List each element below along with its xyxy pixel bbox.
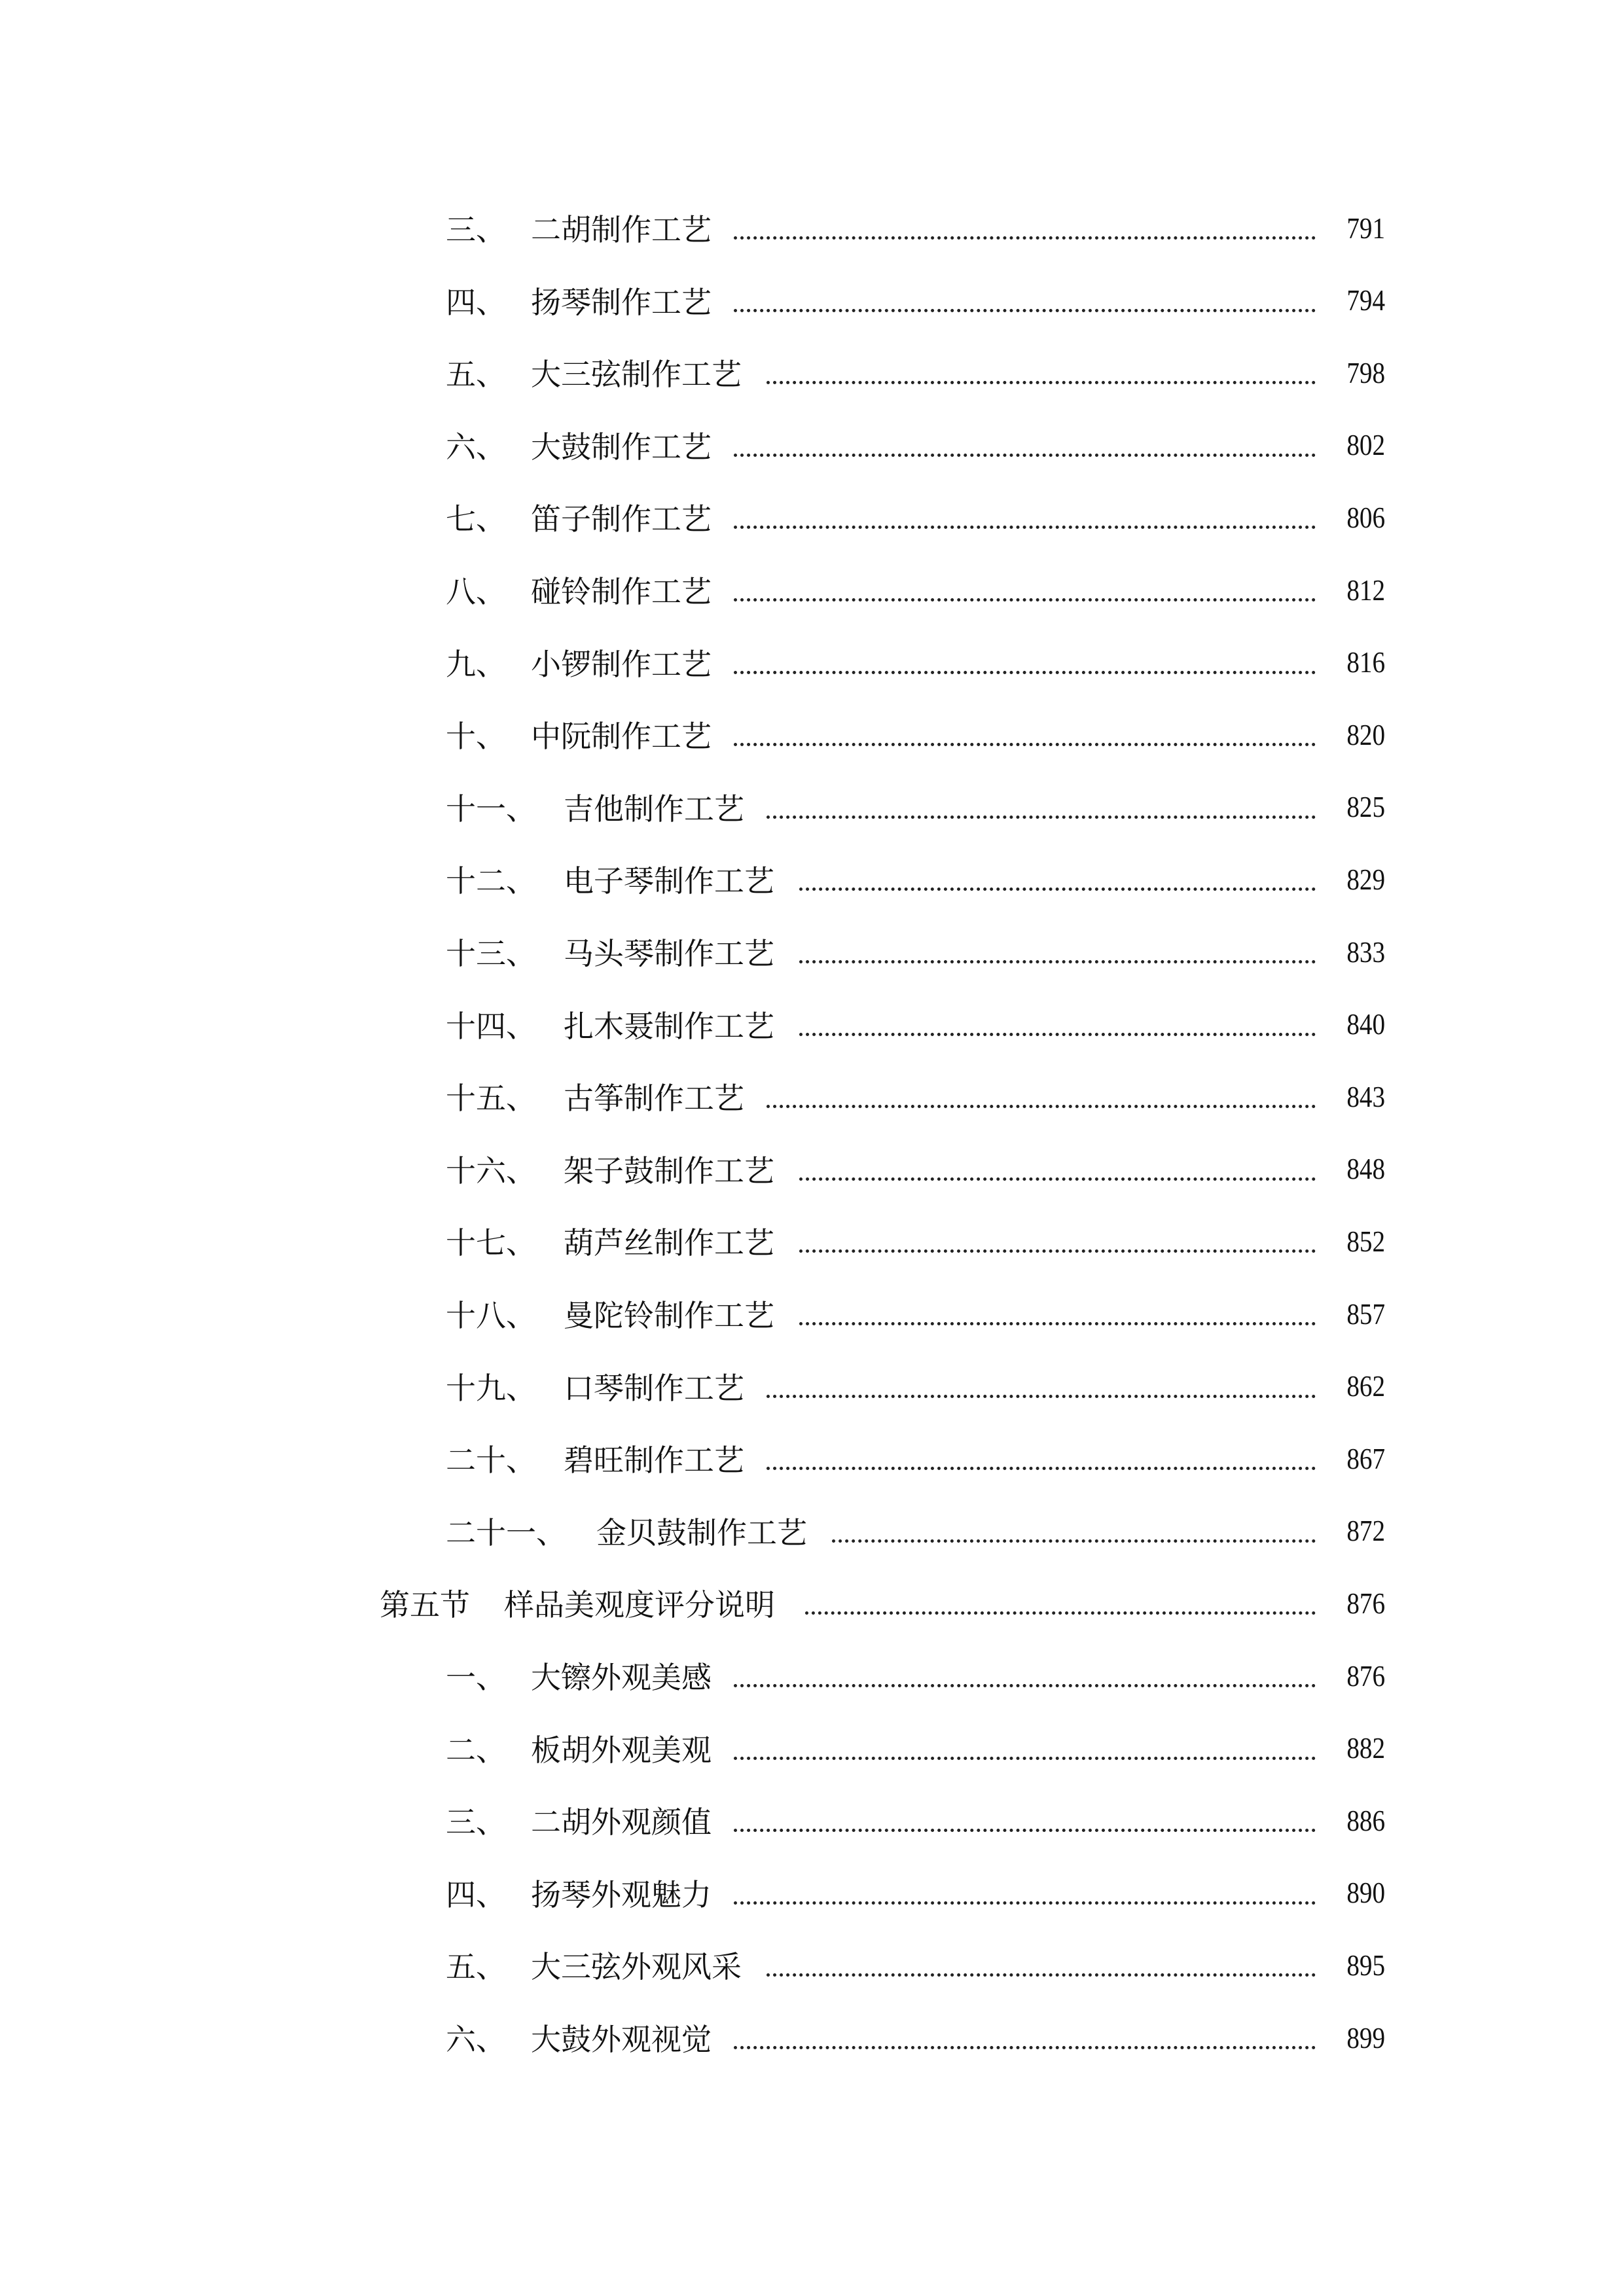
toc-page-number: 840 <box>1346 1007 1385 1041</box>
toc-entry[interactable] <box>0 205 1624 251</box>
dot-leader <box>734 1677 1316 1687</box>
toc-entry[interactable] <box>0 639 1624 685</box>
toc-page-number: 798 <box>1346 355 1385 389</box>
dot-leader <box>734 592 1316 601</box>
toc-entry[interactable] <box>0 1291 1624 1336</box>
toc-entry-title: 葫芦丝制作工艺 <box>564 1225 774 1261</box>
toc-page-number: 852 <box>1346 1224 1385 1258</box>
toc-entry-title: 大三弦外观风采 <box>531 1949 742 1985</box>
toc-entry-number: 十八、 <box>446 1298 536 1333</box>
toc-entry[interactable] <box>0 856 1624 902</box>
toc-entry[interactable] <box>0 784 1624 830</box>
toc-entry-title: 马头琴制作工艺 <box>564 936 774 971</box>
dot-leader <box>734 230 1316 240</box>
dot-leader <box>832 1533 1316 1543</box>
toc-page-number: 829 <box>1346 862 1385 896</box>
toc-entry-title: 二胡制作工艺 <box>531 212 712 247</box>
dot-leader <box>734 1750 1316 1760</box>
toc-page-number: 890 <box>1346 1876 1385 1910</box>
toc-page-number: 895 <box>1346 1948 1385 1982</box>
toc-entry[interactable] <box>0 1001 1624 1047</box>
dot-leader <box>734 2039 1316 2049</box>
toc-entry-title: 板胡外观美观 <box>531 1732 712 1768</box>
toc-page-number: 876 <box>1346 1659 1385 1693</box>
toc-section-heading[interactable] <box>0 1580 1624 1626</box>
dot-leader <box>734 736 1316 746</box>
toc-page-number: 876 <box>1346 1586 1385 1620</box>
toc-page-number: 872 <box>1346 1514 1385 1548</box>
toc-page-number: 886 <box>1346 1803 1385 1837</box>
toc-entry[interactable] <box>0 567 1624 613</box>
toc-entry-title: 扎木聂制作工艺 <box>564 1008 774 1044</box>
toc-entry-title: 碧旺制作工艺 <box>564 1443 744 1479</box>
toc-entry-title: 架子鼓制作工艺 <box>564 1153 774 1189</box>
toc-entry-number: 二、 <box>446 1732 506 1768</box>
toc-entry-number: 十五、 <box>446 1081 536 1117</box>
toc-entry-number: 一、 <box>446 1660 506 1695</box>
dot-leader <box>734 519 1316 529</box>
toc-page-number: 820 <box>1346 717 1385 751</box>
toc-entry-number: 四、 <box>446 1876 506 1912</box>
toc-entry-title: 扬琴制作工艺 <box>531 284 712 320</box>
toc-page-number: 843 <box>1346 1079 1385 1113</box>
toc-entry-title: 碰铃制作工艺 <box>531 574 712 609</box>
toc-entry-title: 古筝制作工艺 <box>564 1081 744 1117</box>
toc-entry-title: 笛子制作工艺 <box>531 501 712 537</box>
toc-entry[interactable] <box>0 929 1624 975</box>
toc-entry-number: 十四、 <box>446 1008 536 1044</box>
toc-entry-number: 第五节 <box>380 1587 470 1623</box>
dot-leader <box>767 374 1316 384</box>
toc-page-number: 848 <box>1346 1152 1385 1186</box>
toc-entry[interactable] <box>0 494 1624 540</box>
dot-leader <box>767 1460 1316 1470</box>
dot-leader <box>734 664 1316 674</box>
toc-entry-number: 六、 <box>446 429 506 465</box>
toc-entry-number: 十三、 <box>446 936 536 971</box>
toc-entry-number: 十一、 <box>446 791 536 827</box>
toc-entry-title: 大三弦制作工艺 <box>531 357 742 393</box>
toc-entry-title: 电子琴制作工艺 <box>564 863 774 899</box>
toc-page-number: 882 <box>1346 1731 1385 1765</box>
toc-entry-number: 十二、 <box>446 863 536 899</box>
toc-page-number: 802 <box>1346 428 1385 462</box>
toc-entry-title: 口琴制作工艺 <box>564 1370 744 1406</box>
toc-entry[interactable] <box>0 2015 1624 2060</box>
toc-page-number: 806 <box>1346 500 1385 534</box>
toc-entry-title: 小锣制作工艺 <box>531 646 712 682</box>
toc-entry[interactable] <box>0 1653 1624 1698</box>
toc-entry-title: 大镲外观美感 <box>531 1660 712 1695</box>
toc-entry-number: 五、 <box>446 1949 506 1985</box>
toc-page-number: 816 <box>1346 645 1385 679</box>
toc-entry-title: 金贝鼓制作工艺 <box>596 1515 807 1551</box>
dot-leader <box>734 1822 1316 1832</box>
toc-entry[interactable] <box>0 1218 1624 1264</box>
toc-page-number: 867 <box>1346 1441 1385 1475</box>
toc-entry-number: 二十一、 <box>446 1515 566 1551</box>
toc-page-number: 825 <box>1346 790 1385 824</box>
toc-entry-number: 三、 <box>446 212 506 247</box>
toc-entry-number: 六、 <box>446 2022 506 2057</box>
dot-leader <box>767 1098 1316 1108</box>
toc-entry-number: 七、 <box>446 501 506 537</box>
toc-entry[interactable] <box>0 1435 1624 1481</box>
toc-entry-title: 样品美观度评分说明 <box>504 1587 775 1623</box>
dot-leader <box>799 1171 1316 1181</box>
dot-leader <box>799 1026 1316 1036</box>
toc-entry[interactable] <box>0 422 1624 468</box>
toc-page-number: 899 <box>1346 2020 1385 2054</box>
dot-leader <box>799 1316 1316 1325</box>
toc-entry-number: 五、 <box>446 357 506 393</box>
dot-leader <box>799 881 1316 891</box>
toc-entry-number: 四、 <box>446 284 506 320</box>
toc-entry-number: 九、 <box>446 646 506 682</box>
dot-leader <box>799 954 1316 963</box>
toc-entry[interactable] <box>0 711 1624 757</box>
toc-entry[interactable] <box>0 1363 1624 1409</box>
toc-entry-number: 十六、 <box>446 1153 536 1189</box>
toc-entry-number: 八、 <box>446 574 506 609</box>
toc-entry-title: 吉他制作工艺 <box>564 791 744 827</box>
toc-entry-title: 大鼓外观视觉 <box>531 2022 712 2057</box>
dot-leader <box>734 447 1316 457</box>
toc-entry-number: 十九、 <box>446 1370 536 1406</box>
toc-entry[interactable] <box>0 1942 1624 1988</box>
toc-page-number: 833 <box>1346 935 1385 969</box>
toc-entry[interactable] <box>0 1870 1624 1916</box>
toc-entry[interactable] <box>0 278 1624 323</box>
toc-page-number: 791 <box>1346 211 1385 245</box>
toc-page-number: 794 <box>1346 283 1385 317</box>
dot-leader <box>734 302 1316 312</box>
toc-entry-title: 曼陀铃制作工艺 <box>564 1298 774 1333</box>
toc-entry[interactable] <box>0 350 1624 395</box>
dot-leader <box>767 1388 1316 1398</box>
dot-leader <box>805 1605 1316 1615</box>
toc-entry[interactable] <box>0 1725 1624 1771</box>
toc-entry[interactable] <box>0 1073 1624 1119</box>
toc-entry-number: 二十、 <box>446 1443 536 1479</box>
toc-entry[interactable] <box>0 1146 1624 1192</box>
dot-leader <box>767 809 1316 819</box>
toc-entry-title: 大鼓制作工艺 <box>531 429 712 465</box>
toc-entry[interactable] <box>0 1508 1624 1554</box>
toc-entry[interactable] <box>0 1797 1624 1843</box>
dot-leader <box>767 1967 1316 1977</box>
toc-entry-number: 三、 <box>446 1804 506 1840</box>
dot-leader <box>799 1243 1316 1253</box>
toc-entry-title: 中阮制作工艺 <box>531 719 712 755</box>
toc-page-number: 812 <box>1346 573 1385 607</box>
toc-entry-number: 十七、 <box>446 1225 536 1261</box>
toc-page-number: 862 <box>1346 1369 1385 1403</box>
toc-entry-title: 二胡外观颜值 <box>531 1804 712 1840</box>
toc-entry-number: 十、 <box>446 719 506 755</box>
toc-page-number: 857 <box>1346 1297 1385 1331</box>
toc-entry-title: 扬琴外观魅力 <box>531 1876 712 1912</box>
dot-leader <box>734 1895 1316 1905</box>
